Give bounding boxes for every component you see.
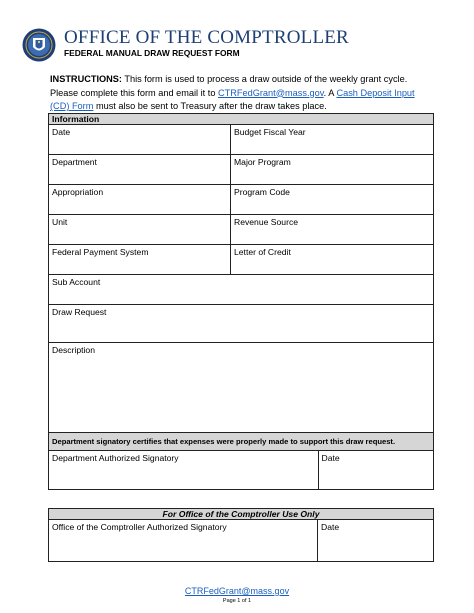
instructions-text-1: This form is used to process a draw outside of the weekly grant cycle. Please complete this form and email it to — [50, 74, 408, 98]
instructions-paragraph — [50, 73, 430, 114]
page-number: Page 1 of 1 — [222, 598, 252, 604]
comptroller-use-table — [48, 508, 434, 562]
description-field[interactable] — [49, 343, 434, 433]
form-subtitle: FEDERAL MANUAL DRAW REQUEST FORM — [64, 48, 240, 58]
information-header: Information — [49, 114, 434, 125]
date-label: Date — [52, 127, 71, 137]
cd-form-link[interactable]: Cash Deposit Input (CD) Form — [50, 87, 415, 112]
unit-label: Unit — [52, 217, 68, 227]
comptroller-signatory-label: Office of the Comptroller Authorized Signatory — [52, 522, 227, 532]
draw-request-field[interactable] — [49, 305, 434, 343]
comptroller-use-header: For Office of the Comptroller Use Only — [49, 509, 434, 520]
draw-request-label: Draw Request — [52, 307, 107, 317]
sub-account-label: Sub Account — [52, 277, 101, 287]
revenue-source-label: Revenue Source — [234, 217, 299, 227]
department-label: Department — [52, 157, 97, 167]
description-label: Description — [52, 345, 95, 355]
appropriation-label: Appropriation — [52, 187, 104, 197]
comptroller-date-label: Date — [321, 522, 340, 532]
revenue-source-field[interactable] — [231, 215, 434, 245]
program-code-field[interactable] — [231, 185, 434, 215]
department-signature-row — [49, 451, 434, 490]
instructions-text-3: must also be sent to Treasury after the draw takes place. — [93, 101, 327, 112]
footer-email-link[interactable]: CTRFedGrant@mass.gov — [184, 586, 290, 596]
massachusetts-seal-logo — [22, 28, 56, 62]
department-field[interactable] — [49, 155, 231, 185]
department-date-field[interactable] — [318, 451, 434, 489]
budget-fiscal-year-field[interactable] — [231, 125, 434, 155]
comptroller-signatory-field[interactable] — [49, 520, 318, 562]
page-title: OFFICE OF THE COMPTROLLER — [64, 27, 349, 48]
instructions-label: INSTRUCTIONS: — [50, 74, 122, 84]
letter-of-credit-label: Letter of Credit — [234, 247, 291, 257]
date-field[interactable] — [49, 125, 231, 155]
major-program-field[interactable] — [231, 155, 434, 185]
comptroller-date-field[interactable] — [318, 520, 434, 562]
budget-fiscal-year-label: Budget Fiscal Year — [234, 127, 306, 137]
certification-statement: Department signatory certifies that expenses were properly made to support this draw request. — [49, 433, 434, 451]
appropriation-field[interactable] — [49, 185, 231, 215]
instructions-text-2: . A — [323, 87, 337, 98]
department-date-label: Date — [321, 453, 340, 463]
sub-account-field[interactable] — [49, 275, 434, 305]
major-program-label: Major Program — [234, 157, 291, 167]
department-signatory-label: Department Authorized Signatory — [52, 453, 179, 463]
program-code-label: Program Code — [234, 187, 290, 197]
letter-of-credit-field[interactable] — [231, 245, 434, 275]
unit-field[interactable] — [49, 215, 231, 245]
federal-payment-system-label: Federal Payment System — [52, 247, 149, 257]
department-signatory-field[interactable] — [49, 451, 318, 489]
email-link[interactable]: CTRFedGrant@mass.gov — [218, 87, 324, 98]
federal-payment-system-field[interactable] — [49, 245, 231, 275]
information-table — [48, 113, 434, 490]
